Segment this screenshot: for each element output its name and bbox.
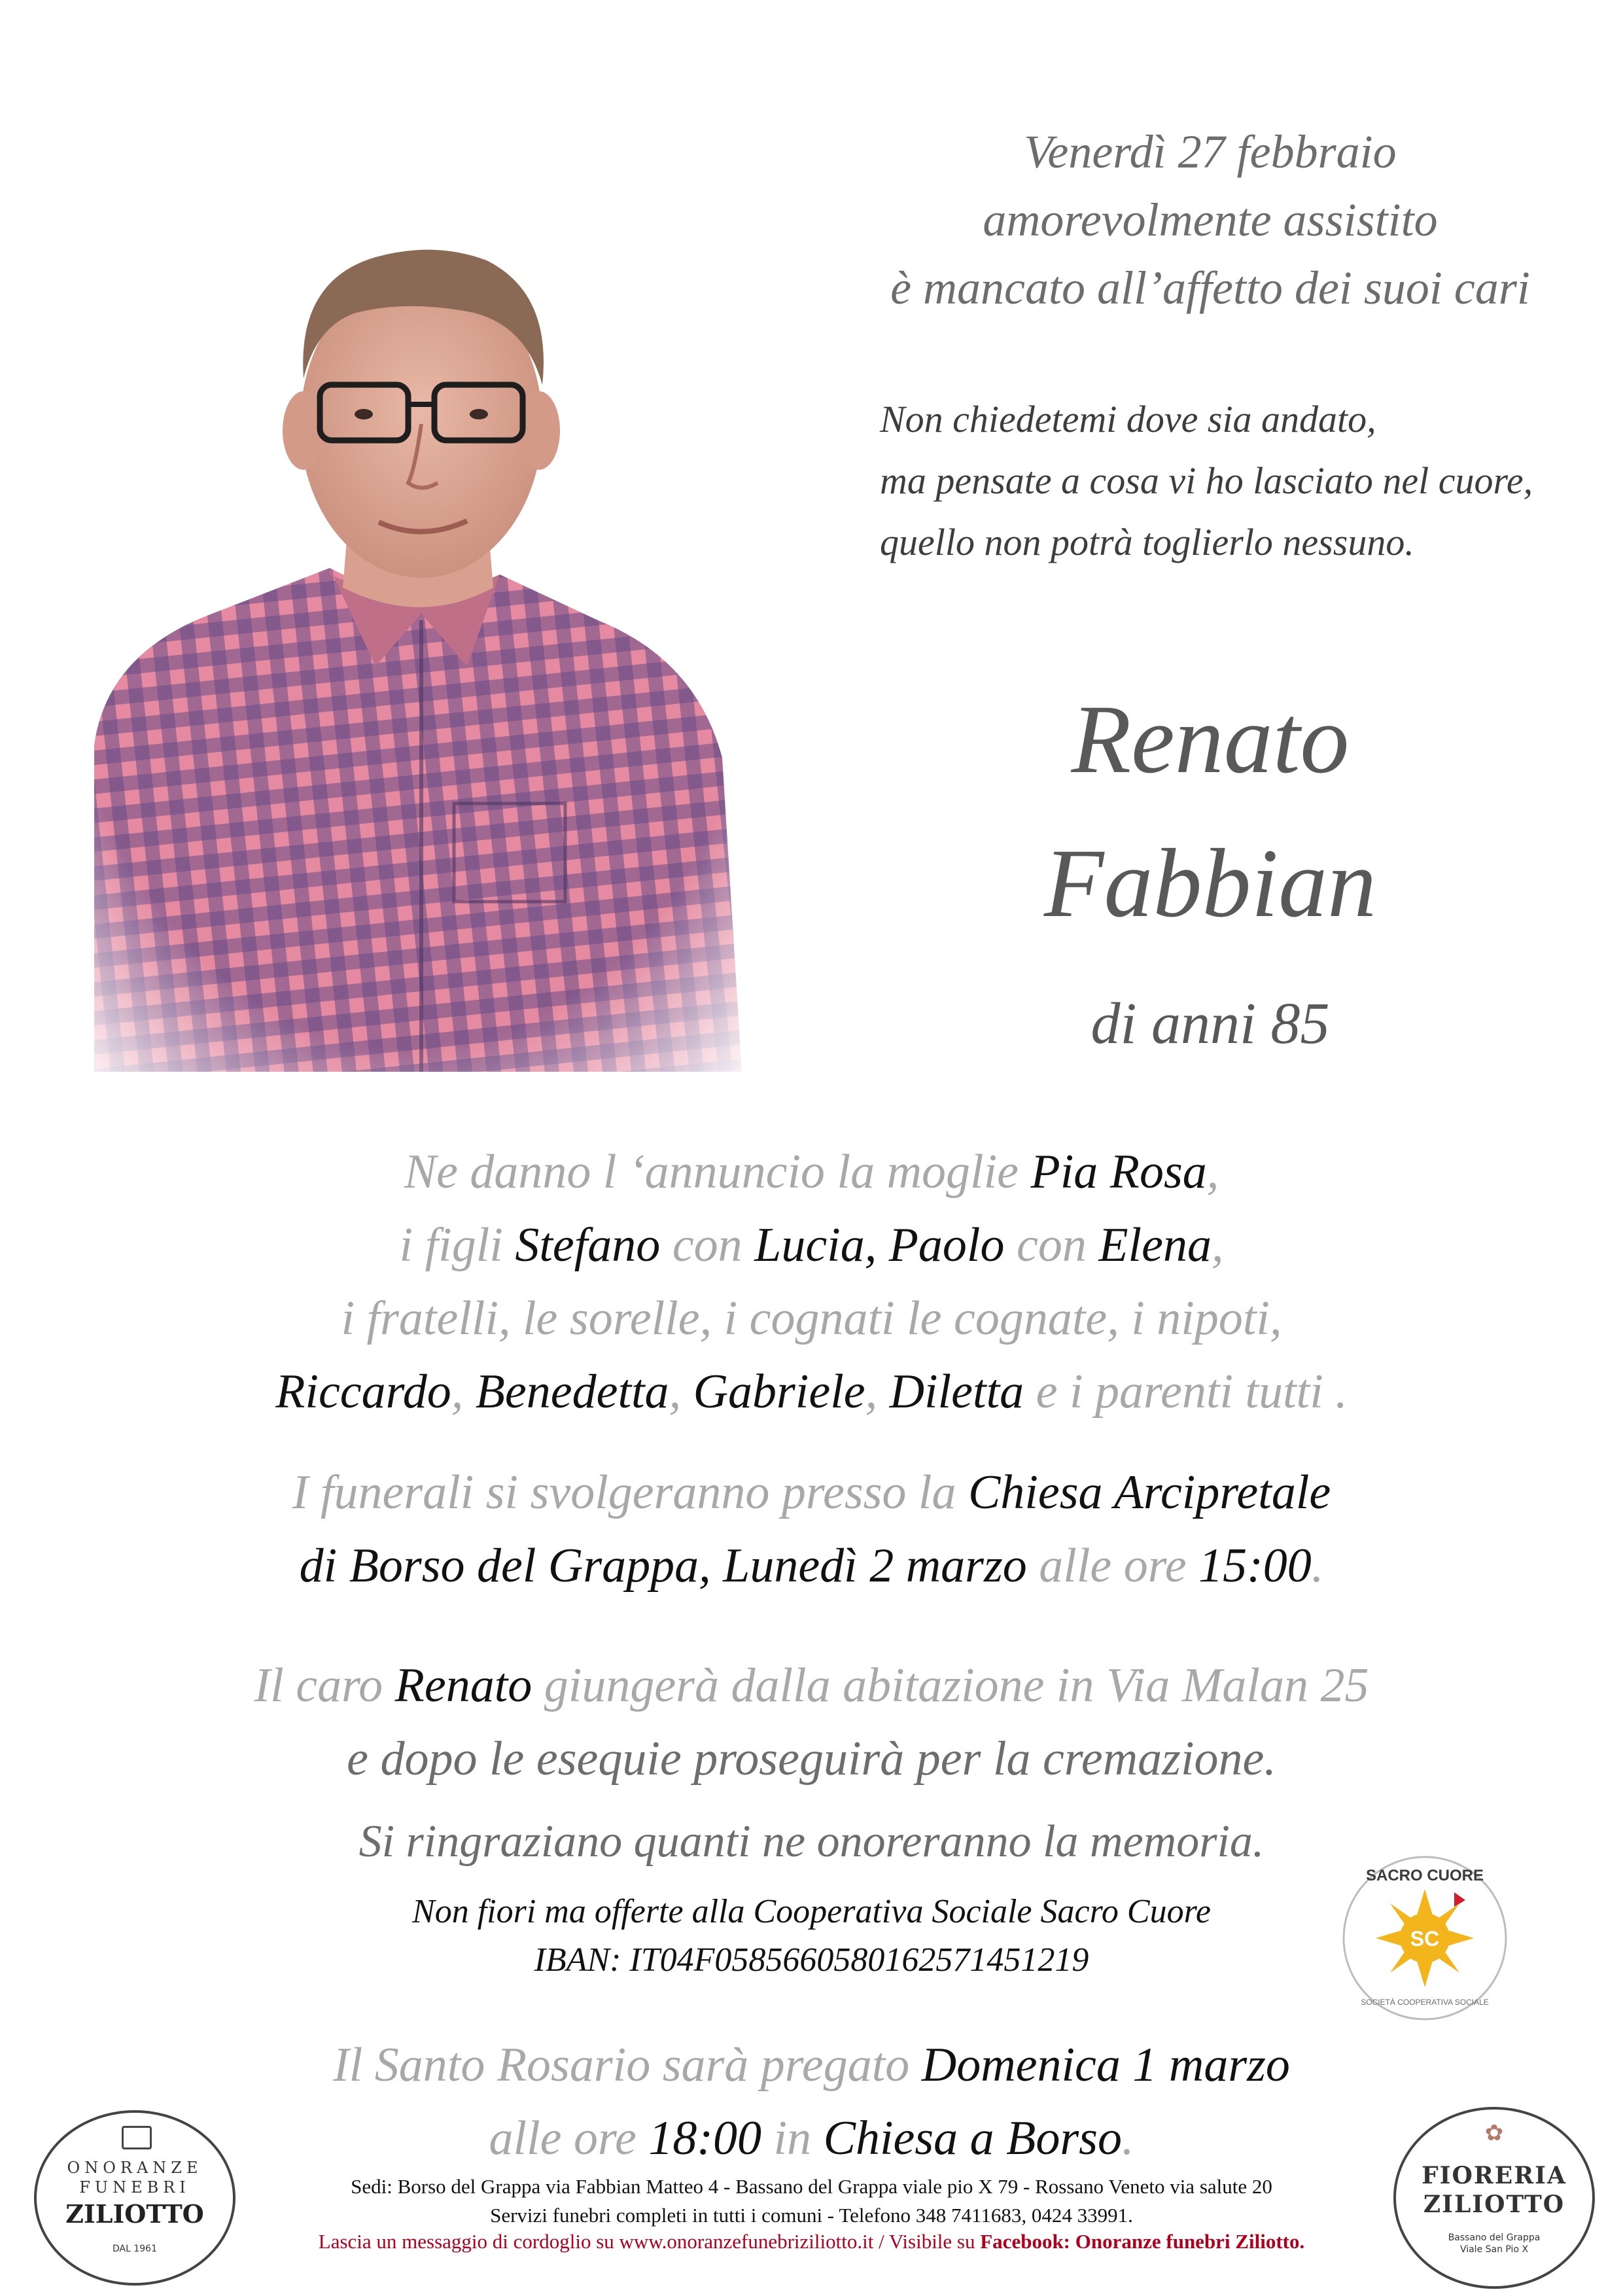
funeral-church: Chiesa Arcipretale [968,1466,1331,1519]
logo-line: ONORANZE [67,2159,203,2177]
arrival-block [0,1649,1623,1795]
thanks-line: Si ringraziano quanti ne onoreranno la memoria. [358,1816,1265,1867]
logo-since: DAL 1961 [113,2244,157,2254]
deceased-first-name: Renato [1071,685,1350,794]
arrival-text: giungerà dalla abitazione in Via Malan 25 [532,1659,1369,1712]
funeral-block [0,1456,1623,1602]
logo-line: FUNEBRI [79,2178,190,2197]
intro-line: è mancato all’affetto dei suoi cari [890,262,1530,314]
flower-icon: ✿ [1484,2120,1504,2146]
punctuation: . [1121,2111,1134,2165]
rosary-text: alle ore [489,2111,649,2165]
rosary-text: Il Santo Rosario sarà pregato [333,2038,922,2092]
quote-line: quello non potrà toglierlo nessuno. [880,521,1414,563]
footer-addresses: Borso del Grappa via Fabbian Matteo 4 - Bassano del Grappa viale pio X 79 - Rossano Veneto via salute 20 [397,2175,1272,2198]
intro-line: Venerdì 27 febbraio [1024,126,1397,178]
deceased-age: di anni 85 [1091,991,1330,1056]
punctuation: , [1206,1145,1219,1199]
deceased-last-name: Fabbian [1043,829,1377,938]
arrival-name: Renato [394,1659,532,1712]
rosary-time: 18:00 [648,2111,762,2165]
announcement-block [0,1135,1623,1428]
quote-line: ma pensate a cosa vi ho lasciato nel cuore, [880,459,1533,502]
intro-line: amorevolmente assistito [983,194,1438,246]
quote-line: Non chiedetemi dove sia andato, [880,398,1376,440]
book-icon [122,2126,152,2149]
poem-quote [880,389,1599,573]
arrival-text: e dopo le esequie proseguirà per la cremazione. [347,1732,1276,1786]
sacro-cuore-logo [1340,1853,1510,2023]
child-name: Elena [1098,1218,1212,1272]
funeral-time: 15:00 [1198,1539,1312,1593]
rosary-place: Chiesa a Borso [823,2111,1122,2165]
punctuation: , [865,1365,890,1419]
footer-sedi [0,2174,1623,2200]
logo-brand: ZILIOTTO [65,2199,204,2229]
deceased-portrait-photo [68,116,755,1072]
funeral-text: alle ore [1026,1539,1199,1593]
grandchild-name: Benedetta [475,1365,669,1419]
footer-message [0,2229,1623,2255]
logo-brand: ZILIOTTO [1423,2191,1565,2218]
punctuation: , [1211,1218,1224,1272]
donation-text: Non fiori ma offerte alla Cooperativa Sociale Sacro Cuore [412,1893,1211,1930]
footer-label: Sedi: [351,2175,398,2198]
punctuation: , [669,1365,693,1419]
announcement-text: Ne danno l ‘annuncio la moglie [404,1145,1031,1199]
rosary-text: in [761,2111,824,2165]
footer-services: Servizi funebri completi in tutti i comuni - Telefono 348 7411683, 0424 33991. [490,2204,1133,2227]
logo-initials: SC [1410,1927,1440,1951]
logo-top-text: SACRO CUORE [1365,1867,1484,1884]
rosary-block [0,2028,1623,2175]
intro-text [824,118,1596,322]
wife-name: Pia Rosa [1030,1145,1207,1199]
rosary-date: Domenica 1 marzo [921,2038,1290,2092]
announcement-text: con [1004,1218,1099,1272]
grandchild-name: Riccardo [275,1365,451,1419]
logo-bottom-text: SOCIETÀ COOPERATIVA SOCIALE [1361,1998,1489,2007]
child-name: Lucia, Paolo [754,1218,1005,1272]
punctuation: . [1311,1539,1324,1593]
donation-iban: IBAN: IT04F0585660580162571451219 [534,1941,1089,1979]
announcement-text: i figli [399,1218,515,1272]
announcement-text: con [660,1218,755,1272]
logo-line: Viale San Pio X [1459,2244,1529,2255]
child-name: Stefano [515,1218,661,1272]
funeral-place-date: di Borso del Grappa, Lunedì 2 marzo [299,1539,1027,1593]
grandchild-name: Gabriele [693,1365,865,1419]
footer-facebook-link[interactable]: Facebook: Onoranze funebri Ziliotto. [980,2230,1305,2253]
punctuation: , [451,1365,476,1419]
arrival-text: Il caro [254,1659,395,1712]
logo-line: FIORERIA [1422,2162,1567,2189]
logo-line: Bassano del Grappa [1448,2233,1541,2243]
grandchild-name: Diletta [889,1365,1024,1419]
funeral-text: I funerali si svolgeranno presso la [292,1466,968,1519]
announcement-text: e i parenti tutti . [1024,1365,1348,1419]
footer-website-text: Lascia un messaggio di cordoglio su www.onoranzefunebriziliotto.it / Visibile su [318,2230,981,2253]
announcement-text: i fratelli, le sorelle, i cognati le cognate, i nipoti, [341,1292,1282,1345]
